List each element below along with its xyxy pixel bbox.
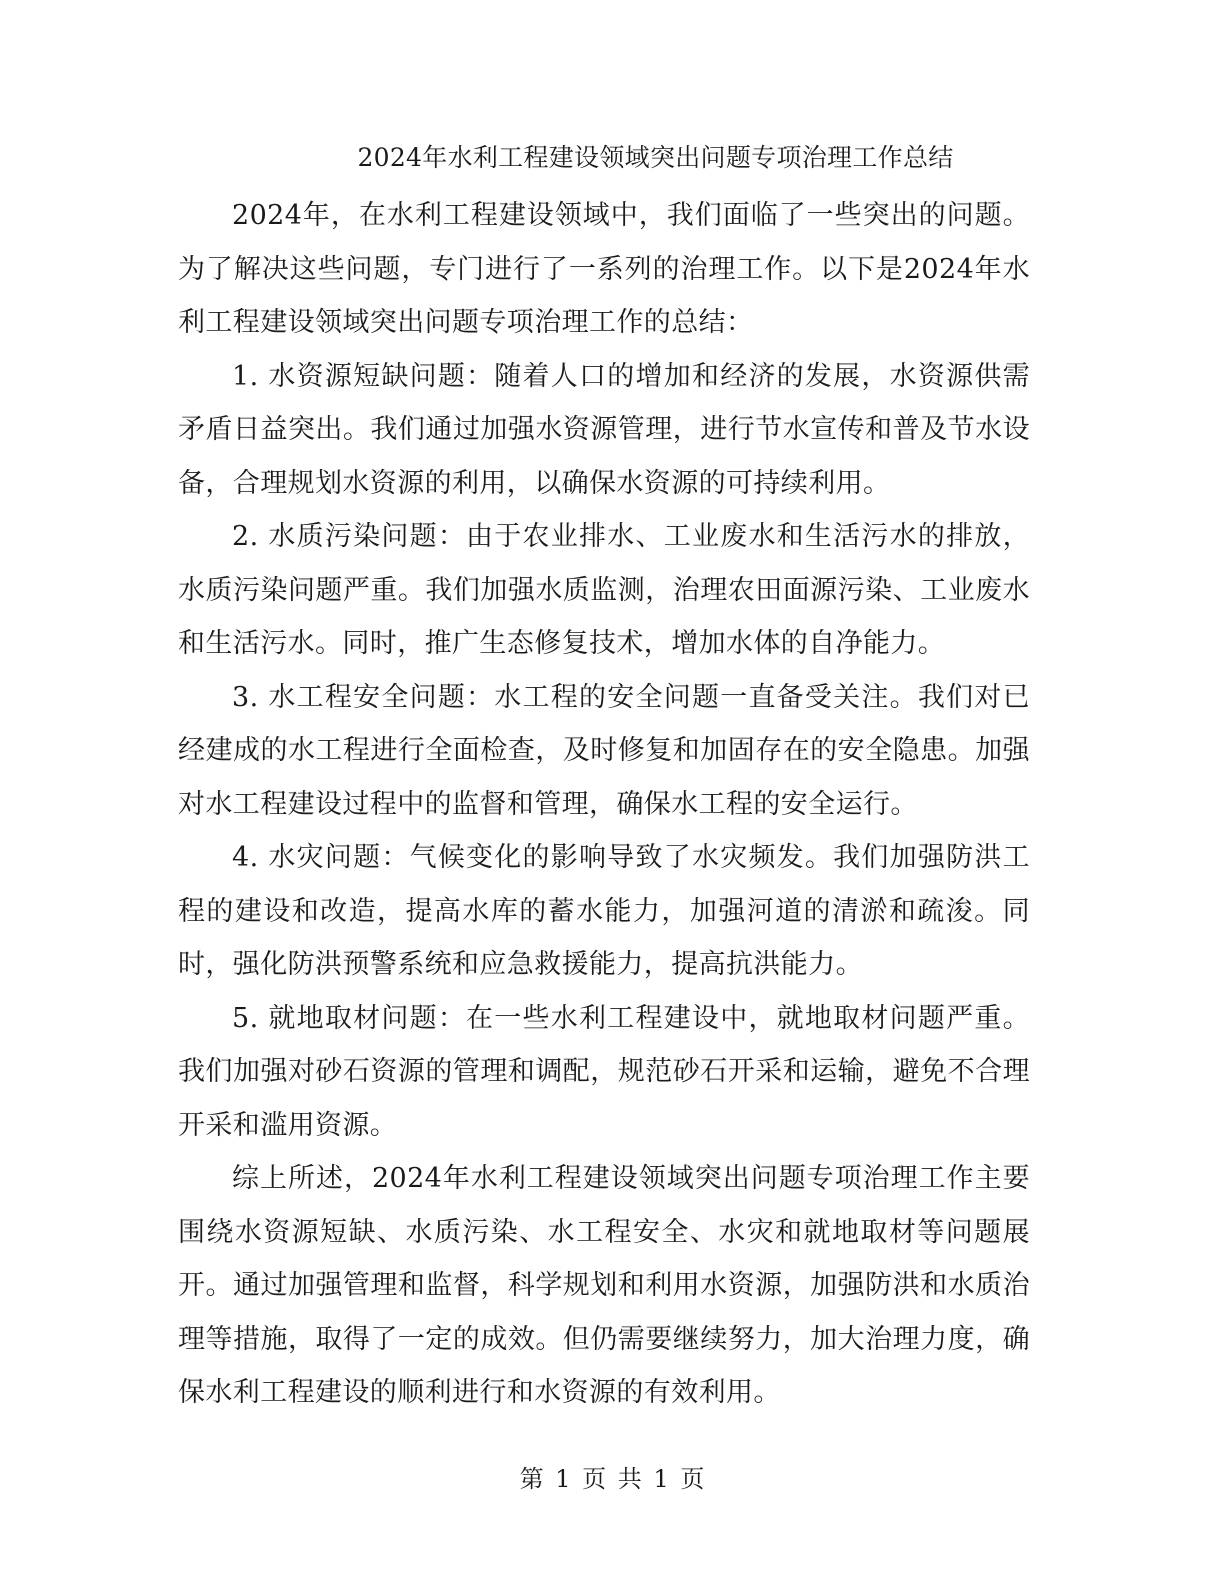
- summary-paragraph: 综上所述，2024年水利工程建设领域突出问题专项治理工作主要围绕水资源短缺、水质污染、水工程安全、水灾和就地取材等问题展开。通过加强管理和监督，科学规划和利用水资源，加强防洪和水质治理等措施，取得了一定的成效。但仍需要继续努力，加大治理力度，确保水利工程建设的顺利进行和水资源的有效利用。: [178, 1163, 1030, 1408]
- page-footer: 第 1 页 共 1 页: [519, 1465, 705, 1493]
- document-title: 2024年水利工程建设领域突出问题专项治理工作总结: [357, 143, 954, 172]
- item-water-shortage: 1. 水资源短缺问题：随着人口的增加和经济的发展，水资源供需矛盾日益突出。我们通过加强水资源管理，进行节水宣传和普及节水设备，合理规划水资源的利用，以确保水资源的可持续利用。: [178, 360, 1030, 499]
- item-project-safety: 3. 水工程安全问题：水工程的安全问题一直备受关注。我们对已经建成的水工程进行全面检查，及时修复和加固存在的安全隐患。加强对水工程建设过程中的监督和管理，确保水工程的安全运行。: [178, 681, 1030, 820]
- intro-paragraph: 2024年，在水利工程建设领域中，我们面临了一些突出的问题。为了解决这些问题，专门进行了一系列的治理工作。以下是2024年水利工程建设领域突出问题专项治理工作的总结：: [178, 200, 1030, 338]
- item-local-materials: 5. 就地取材问题：在一些水利工程建设中，就地取材问题严重。我们加强对砂石资源的管理和调配，规范砂石开采和运输，避免不合理开采和滥用资源。: [178, 1002, 1030, 1141]
- item-flood: 4. 水灾问题：气候变化的影响导致了水灾频发。我们加强防洪工程的建设和改造，提高水库的蓄水能力，加强河道的清淤和疏浚。同时，强化防洪预警系统和应急救援能力，提高抗洪能力。: [178, 842, 1030, 980]
- item-water-pollution: 2. 水质污染问题：由于农业排水、工业废水和生活污水的排放，水质污染问题严重。我们加强水质监测，治理农田面源污染、工业废水和生活污水。同时，推广生态修复技术，增加水体的自净能力。: [178, 521, 1030, 659]
- document-body: [178, 189, 1030, 1420]
